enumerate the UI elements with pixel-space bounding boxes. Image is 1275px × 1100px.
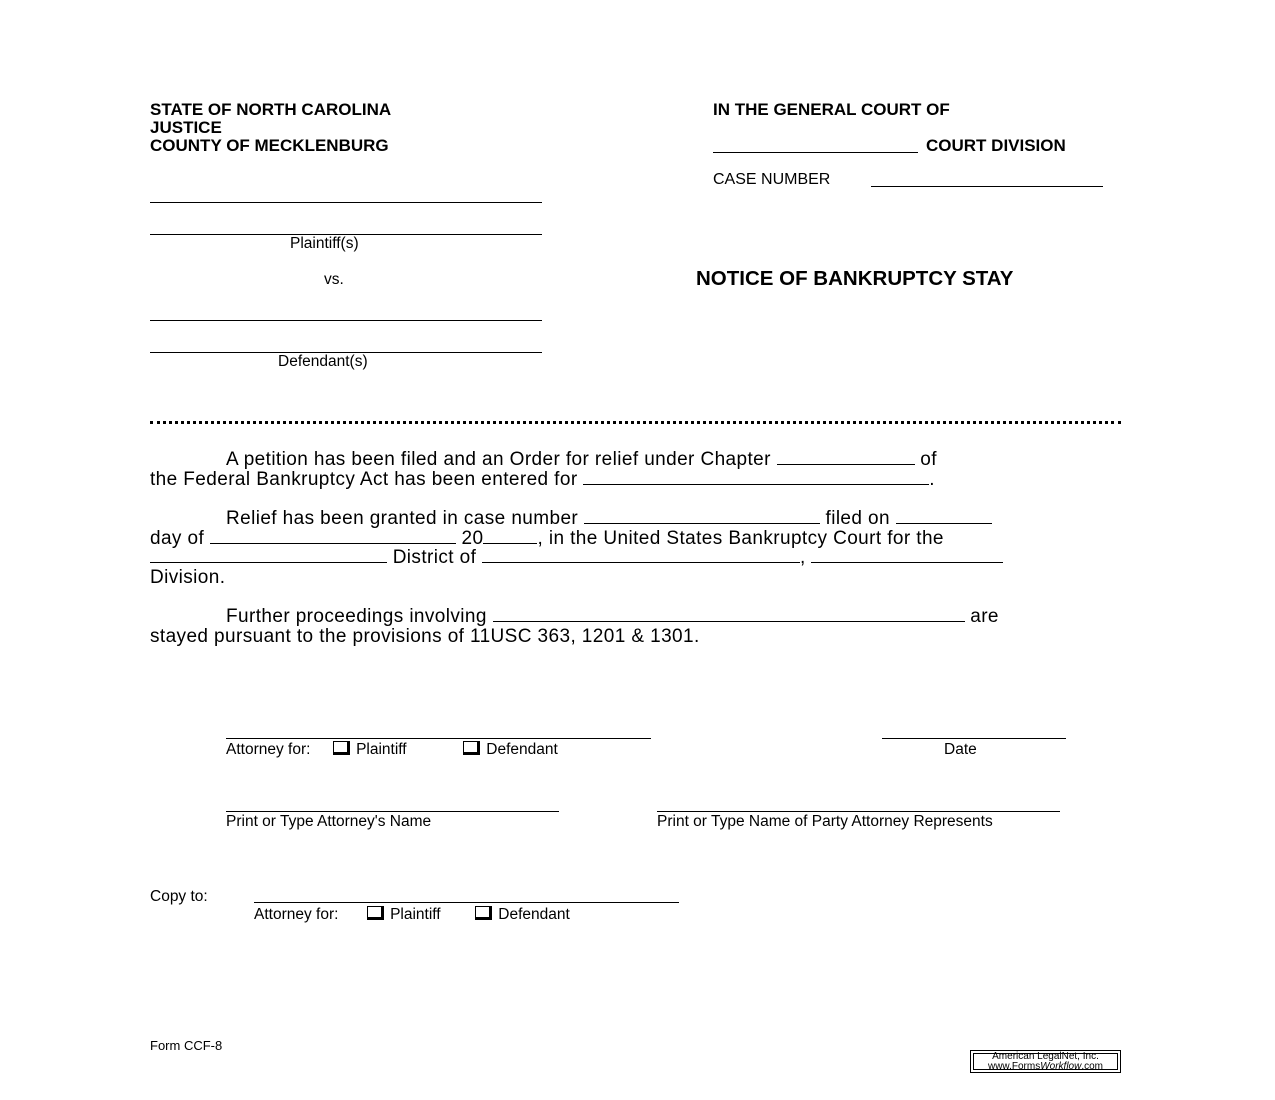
date-label: Date [944,741,977,758]
p1-text-c: the Federal Bankruptcy Act has been entered for [150,469,578,490]
plaintiff-blank-1[interactable] [150,202,542,203]
publisher-line2-c: .com [1081,1061,1104,1072]
court-division-blank[interactable] [713,152,918,153]
p1-text-d: . [929,469,935,490]
attorney-for-label: Attorney for: [226,741,311,758]
county-heading: COUNTY OF MECKLENBURG [150,136,389,155]
p1-line1 [226,449,937,471]
copy-to-label: Copy to: [150,888,208,905]
p2-text-b: filed on [825,508,890,529]
division-blank[interactable] [811,548,1003,563]
p1-line2 [150,469,935,491]
attorney-name-label: Print or Type Attorney's Name [226,813,432,830]
publisher-badge [970,1050,1121,1073]
copy-attorney-for-row [254,906,570,924]
attorney-for-row [226,741,558,759]
party-name-blank[interactable] [657,811,1060,812]
p2-line1 [226,508,992,530]
district-blank[interactable] [482,548,800,563]
plaintiff-label: Plaintiff(s) [290,235,359,252]
p3-line1 [226,606,999,628]
p2-text-d: 20 [461,528,484,549]
p2-line3 [150,547,1003,569]
copy-to-blank[interactable] [254,902,679,903]
court-region-blank[interactable] [150,548,387,563]
case-number-blank[interactable] [871,186,1103,187]
attorney-signature-blank[interactable] [226,738,651,739]
justice-heading: JUSTICE [150,118,222,137]
defendant-label: Defendant(s) [278,353,368,370]
filed-day-blank[interactable] [896,509,992,524]
defendant-checkbox[interactable] [463,741,480,755]
p3-text-c: stayed pursuant to the provisions of 11USC 363, 1201 & 1301. [150,626,700,647]
court-heading: IN THE GENERAL COURT OF [713,100,950,119]
chapter-blank[interactable] [777,450,915,465]
copy-defendant-option-label: Defendant [498,906,570,923]
form-id: Form CCF-8 [150,1038,223,1053]
copy-plaintiff-option-label: Plaintiff [390,906,441,923]
p2-text-c: day of [150,528,205,549]
p2-text-a: Relief has been granted in case number [226,508,579,529]
court-division-label: COURT DIVISION [926,136,1066,155]
bankruptcy-case-number-blank[interactable] [584,509,820,524]
publisher-badge-border [973,1053,1118,1070]
date-blank[interactable] [882,738,1066,739]
defendant-blank-1[interactable] [150,320,542,321]
copy-plaintiff-checkbox[interactable] [367,906,384,920]
party-name-label: Print or Type Name of Party Attorney Represents [657,813,993,830]
vs-label: vs. [324,271,344,288]
debtor-name-blank[interactable] [583,470,929,485]
copy-attorney-for-label: Attorney for: [254,906,339,923]
p1-text-a: A petition has been filed and an Order for relief under Chapter [226,449,771,470]
p3-text-b: are [970,606,999,627]
attorney-name-blank[interactable] [226,811,559,812]
p3-text-a: Further proceedings involving [226,606,487,627]
case-number-label: CASE NUMBER [713,171,831,188]
p2-text-g: , [799,547,806,568]
plaintiff-checkbox[interactable] [333,741,350,755]
state-heading: STATE OF NORTH CAROLINA [150,100,392,119]
publisher-line1: American LegalNet, Inc. [992,1051,1099,1062]
form-title: NOTICE OF BANKRUPTCY STAY [696,267,1014,290]
defendant-option-label: Defendant [486,741,558,758]
proceedings-blank[interactable] [493,607,965,622]
p2-text-f: District of [392,547,477,568]
plaintiff-option-label: Plaintiff [356,741,407,758]
p2-text-e: , in the United States Bankruptcy Court for the [537,528,944,549]
p1-text-b: of [920,449,937,470]
filed-year-blank[interactable] [483,529,537,544]
section-divider [150,421,1121,424]
p2-text-h: Division. [150,567,226,588]
filed-month-blank[interactable] [210,529,456,544]
publisher-line2-b: Workflow [1040,1061,1082,1072]
publisher-line2-a: www.Forms [987,1061,1041,1072]
copy-defendant-checkbox[interactable] [475,906,492,920]
